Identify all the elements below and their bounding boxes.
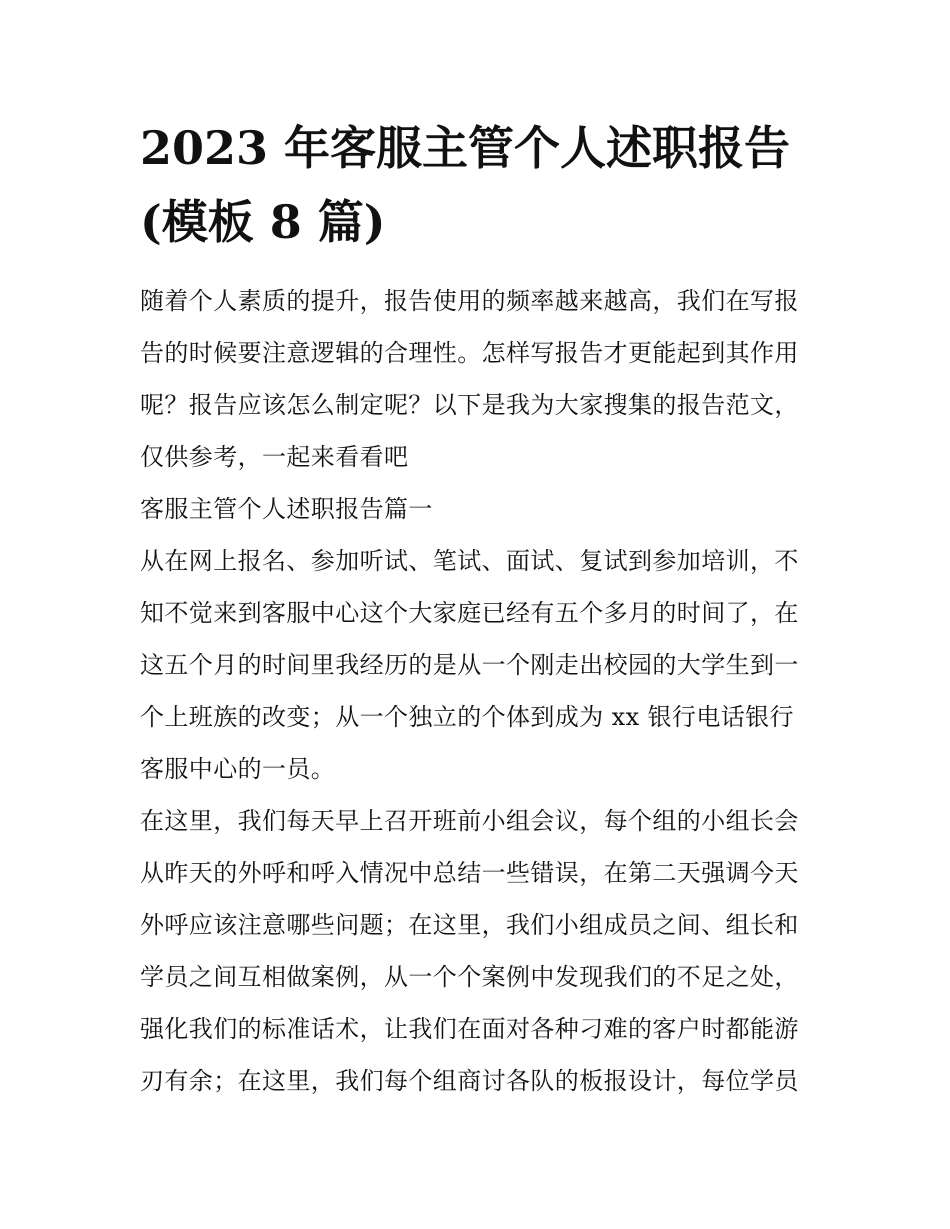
para2-line-2: 从昨天的外呼和呼入情况中总结一些错误，在第二天强调今天 <box>140 859 799 887</box>
para2-line-6: 刃有余；在这里，我们每个组商讨各队的板报设计，每位学员 <box>140 1067 799 1095</box>
para1-line-1: 从在网上报名、参加听试、笔试、面试、复试到参加培训，不 <box>140 547 799 575</box>
document-body <box>140 275 820 1107</box>
para2-line-4: 学员之间互相做案例，从一个个案例中发现我们的不足之处， <box>140 963 799 991</box>
para2-line-5: 强化我们的标准话术，让我们在面对各种刁难的客户时都能游 <box>140 1015 799 1043</box>
para1-line-3: 这五个月的时间里我经历的是从一个刚走出校园的大学生到一 <box>140 651 799 679</box>
title-line-1: 2023 年客服主管个人述职报告 <box>140 121 791 175</box>
para1-line-5: 客服中心的一员。 <box>140 755 336 783</box>
para2-line-1: 在这里，我们每天早上召开班前小组会议，每个组的小组长会 <box>140 807 799 835</box>
title-line-2: (模板 8 篇) <box>140 195 386 249</box>
intro-line-3: 呢？报告应该怎么制定呢？以下是我为大家搜集的报告范文， <box>140 391 799 419</box>
document-title <box>140 111 820 259</box>
section-heading-1: 客服主管个人述职报告篇一 <box>140 495 433 523</box>
intro-line-4: 仅供参考，一起来看看吧 <box>140 443 409 471</box>
para2-line-3: 外呼应该注意哪些问题；在这里，我们小组成员之间、组长和 <box>140 911 799 939</box>
intro-line-2: 告的时候要注意逻辑的合理性。怎样写报告才更能起到其作用 <box>140 339 799 367</box>
para1-line-2: 知不觉来到客服中心这个大家庭已经有五个多月的时间了，在 <box>140 599 799 627</box>
para1-line-4: 个上班族的改变；从一个独立的个体到成为 xx 银行电话银行 <box>140 703 794 731</box>
intro-line-1: 随着个人素质的提升，报告使用的频率越来越高，我们在写报 <box>140 287 799 315</box>
